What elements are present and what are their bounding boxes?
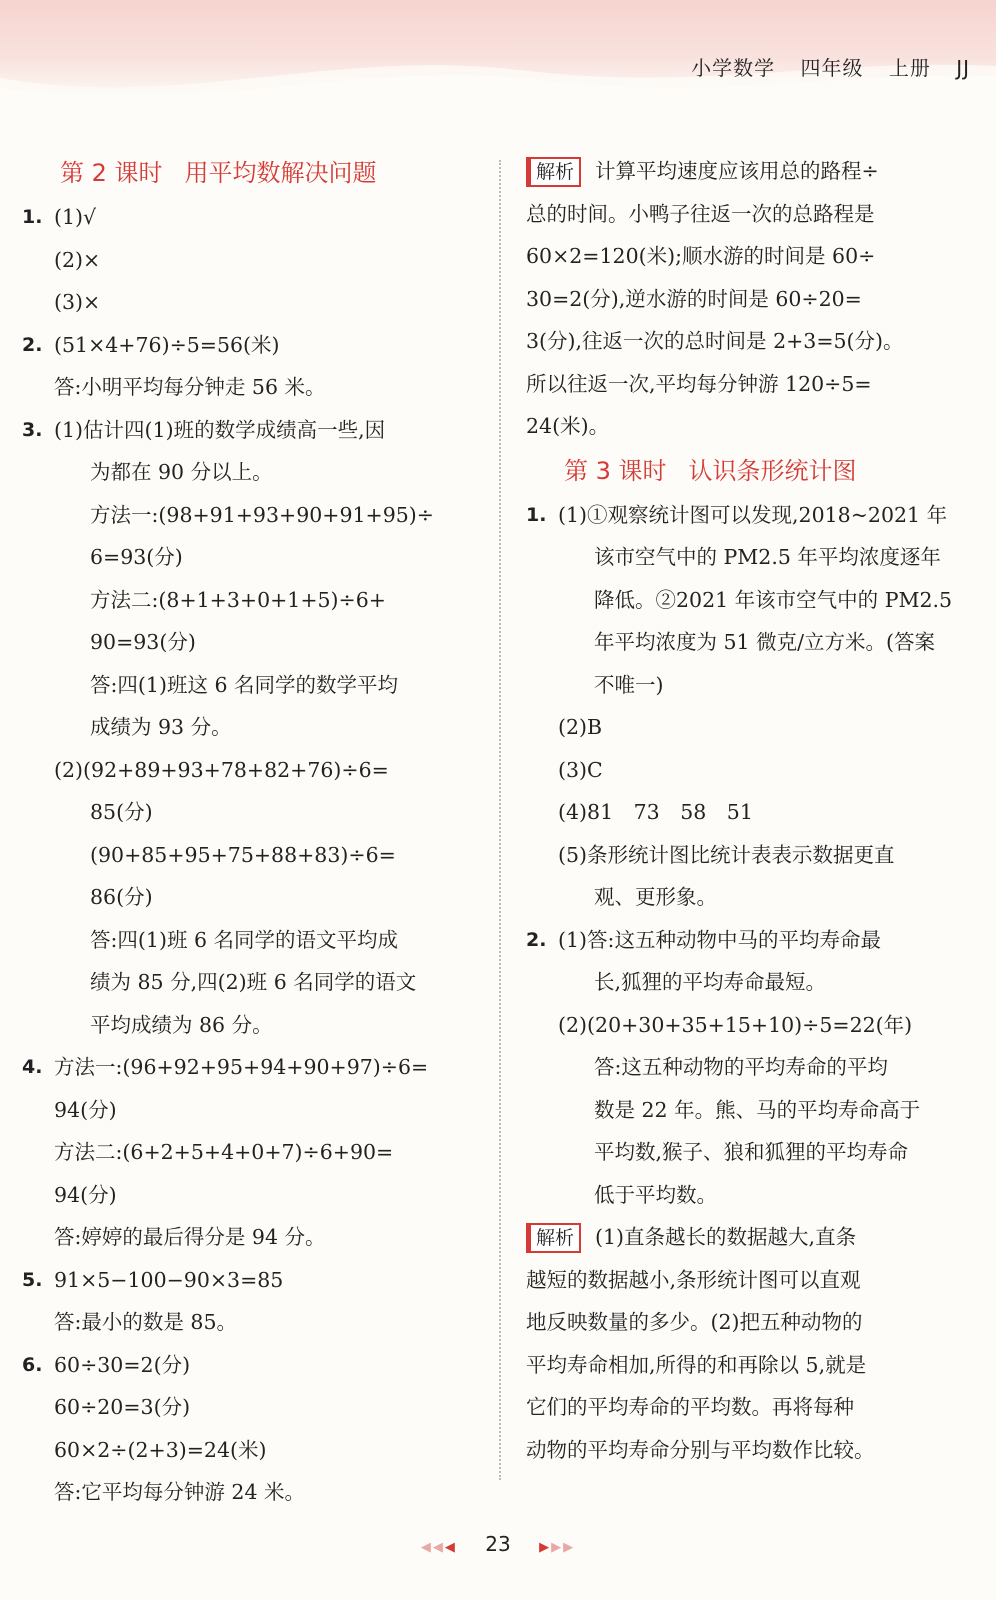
header-subject: 小学数学 — [691, 56, 776, 80]
question-number: 2. — [22, 333, 43, 356]
answer-line: 86(分) — [90, 885, 153, 909]
analysis-block-2 — [526, 1216, 981, 1471]
answer-line: (1)估计四(1)班的数学成绩高一些,因 — [54, 417, 386, 442]
question-number: 1. — [22, 206, 43, 228]
answer-line: 该市空气中的 PM2.5 年平均浓度逐年 — [594, 545, 941, 569]
answer-line: 不唯一) — [594, 672, 664, 697]
answer-line: 平均数,猴子、狼和狐狸的平均寿命 — [594, 1140, 909, 1164]
answer-line: 答:四(1)班 6 名同学的语文平均成 — [90, 927, 399, 952]
analysis-line: 平均寿命相加,所得的和再除以 5,就是 — [526, 1352, 867, 1377]
lesson-topic: 用平均数解决问题 — [184, 159, 377, 187]
question-number: 5. — [22, 1268, 43, 1291]
header-edition: JJ — [956, 56, 970, 80]
header-grade: 四年级 — [800, 56, 864, 80]
answer-line: 60÷30=2(分) — [54, 1352, 191, 1377]
answer-line: 方法二:(8+1+3+0+1+5)÷6+ — [90, 587, 386, 612]
answer-line: 平均成绩为 86 分。 — [90, 1012, 273, 1037]
answer-line: 答:四(1)班这 6 名同学的数学平均 — [90, 672, 399, 697]
answer-line: 低于平均数。 — [594, 1182, 717, 1207]
answer-line: (1)答:这五种动物中马的平均寿命最 — [558, 927, 881, 952]
analysis-line: 动物的平均寿命分别与平均数作比较。 — [526, 1437, 875, 1462]
answer-line: 91×5−100−90×3=85 — [54, 1267, 284, 1292]
analysis-line: 60×2=120(米);顺水游的时间是 60÷ — [526, 244, 876, 268]
column-divider — [499, 160, 501, 1480]
question-5 — [22, 1259, 472, 1344]
answer-line: 94(分) — [54, 1182, 117, 1207]
answer-line: (4)81 73 58 51 — [558, 800, 753, 824]
lesson-topic: 认识条形统计图 — [688, 456, 857, 485]
answer-line: (3)× — [54, 290, 101, 314]
header-info — [673, 52, 970, 81]
answer-line: 成绩为 93 分。 — [90, 715, 232, 739]
answer-line: (51×4+76)÷5=56(米) — [54, 332, 280, 357]
left-column — [22, 150, 472, 1514]
answer-line: 答:小明平均每分钟走 56 米。 — [54, 375, 326, 399]
question-number: 1. — [526, 503, 547, 526]
section-title-lesson-3 — [564, 448, 981, 494]
answer-line: 答:它平均每分钟游 24 米。 — [54, 1480, 306, 1504]
analysis-tag: 解析 — [526, 1223, 581, 1253]
answer-line: (5)条形统计图比统计表表示数据更直 — [558, 842, 895, 867]
answer-line: 方法一:(98+91+93+90+91+95)÷ — [90, 502, 434, 527]
lesson-label: 第 2 课时 — [60, 159, 163, 187]
question-3 — [22, 409, 472, 1047]
answer-line: 6=93(分) — [90, 545, 183, 569]
answer-line: (1)√ — [54, 205, 97, 229]
answer-line: 60×2÷(2+3)=24(米) — [54, 1437, 267, 1462]
question-2 — [22, 324, 472, 409]
analysis-line: (1)直条越长的数据越大,直条 — [595, 1225, 857, 1249]
analysis-line: 所以往返一次,平均每分钟游 120÷5= — [526, 371, 872, 396]
question-number: 3. — [22, 418, 43, 441]
header-volume: 上册 — [888, 56, 931, 80]
analysis-line: 它们的平均寿命的平均数。再将每种 — [526, 1395, 854, 1419]
question-4 — [22, 1046, 472, 1259]
lesson3-question-1 — [526, 494, 981, 919]
analysis-line: 计算平均速度应该用总的路程÷ — [595, 159, 879, 183]
answer-line: 90=93(分) — [90, 630, 196, 654]
question-1 — [22, 196, 472, 324]
analysis-line: 3(分),往返一次的总时间是 2+3=5(分)。 — [526, 329, 904, 353]
answer-line: 答:婷婷的最后得分是 94 分。 — [54, 1225, 326, 1249]
answer-line: (2)(20+30+35+15+10)÷5=22(年) — [558, 1012, 913, 1037]
left-arrow-icon: ◀ — [444, 1540, 457, 1555]
answer-line: 60÷20=3(分) — [54, 1395, 191, 1419]
answer-line: (2)B — [558, 715, 603, 739]
left-arrows-icon: ◀◀ — [420, 1540, 445, 1555]
page-footer — [0, 1532, 996, 1556]
answer-line: 长,狐狸的平均寿命最短。 — [594, 970, 827, 994]
right-arrows-icon: ▶▶ — [551, 1540, 576, 1555]
answer-line: 为都在 90 分以上。 — [90, 460, 273, 484]
answer-line: (1)①观察统计图可以发现,2018~2021 年 — [558, 502, 948, 527]
page-number: 23 — [485, 1532, 511, 1556]
question-number: 6. — [22, 1353, 43, 1376]
section-title-lesson-2 — [60, 150, 472, 196]
answer-line: 绩为 85 分,四(2)班 6 名同学的语文 — [90, 970, 417, 994]
question-number: 4. — [22, 1056, 43, 1078]
answer-line: 85(分) — [90, 800, 153, 824]
lesson3-question-2 — [526, 919, 981, 1217]
answer-line: 数是 22 年。熊、马的平均寿命高于 — [594, 1097, 921, 1122]
answer-line: 观、更形象。 — [594, 885, 717, 909]
answer-line: (2)× — [54, 247, 101, 272]
analysis-tag: 解析 — [526, 157, 581, 187]
analysis-line: 24(米)。 — [526, 414, 610, 438]
answer-line: 94(分) — [54, 1097, 117, 1122]
answer-line: 方法二:(6+2+5+4+0+7)÷6+90= — [54, 1140, 394, 1164]
lesson-label: 第 3 课时 — [564, 456, 667, 485]
answer-line: (2)(92+89+93+78+82+76)÷6= — [54, 757, 389, 782]
answer-line: 答:这五种动物的平均寿命的平均 — [594, 1055, 888, 1079]
answer-line: 年平均浓度为 51 微克/立方米。(答案 — [594, 630, 936, 654]
analysis-block-1 — [526, 150, 981, 448]
question-number: 2. — [526, 928, 547, 951]
analysis-line: 30=2(分),逆水游的时间是 60÷20= — [526, 286, 862, 311]
analysis-line: 越短的数据越小,条形统计图可以直观 — [526, 1267, 861, 1292]
analysis-line: 地反映数量的多少。(2)把五种动物的 — [526, 1310, 863, 1334]
right-arrow-icon: ▶ — [539, 1540, 552, 1555]
right-column — [526, 150, 981, 1471]
answer-line: 答:最小的数是 85。 — [54, 1310, 238, 1334]
analysis-line: 总的时间。小鸭子往返一次的总路程是 — [526, 201, 875, 226]
answer-line: (3)C — [558, 757, 603, 782]
answer-line: 降低。②2021 年该市空气中的 PM2.5 — [594, 587, 953, 612]
question-6 — [22, 1344, 472, 1514]
answer-line: 方法一:(96+92+95+94+90+97)÷6= — [54, 1055, 429, 1079]
answer-line: (90+85+95+75+88+83)÷6= — [90, 842, 396, 867]
